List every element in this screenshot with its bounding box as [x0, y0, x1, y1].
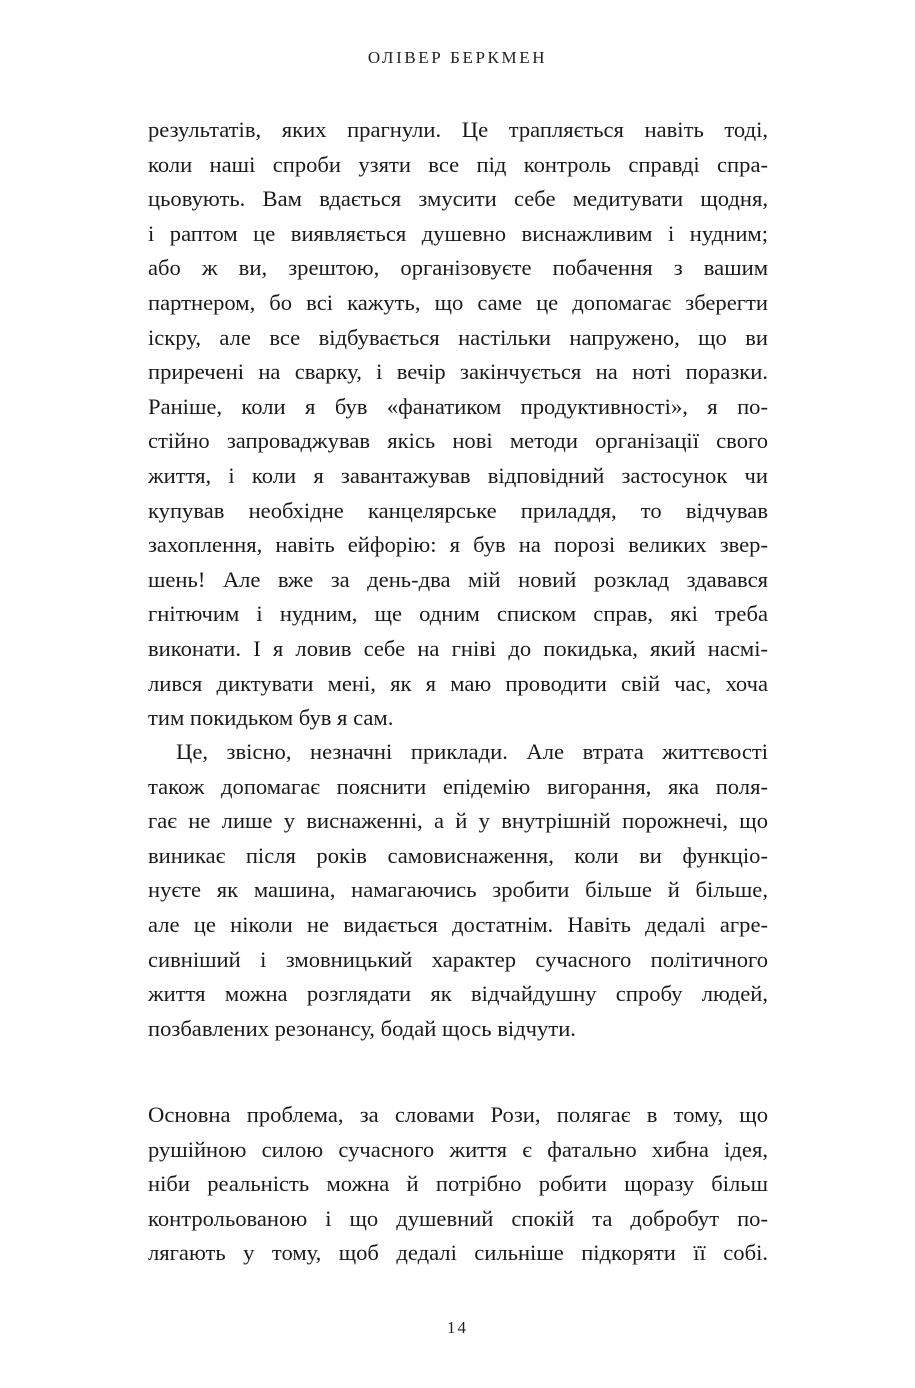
text-line: Основна проблема, за словами Рози, полягає в тому, що — [148, 1102, 768, 1127]
text-line: ніби реальність можна й потрібно робити щоразу більш — [148, 1171, 768, 1197]
text-line: сивніший і змовницький характер сучасного політичного — [148, 946, 768, 972]
text-line: виникає після років самовиснаження, коли ви функціо- — [148, 842, 768, 868]
page-number: 14 — [447, 1318, 468, 1337]
text-line: але це ніколи не видається достатнім. Навіть дедалі агре- — [148, 911, 768, 937]
running-head: ОЛІВЕР БЕРКМЕН — [367, 48, 548, 67]
text-line: результатів, яких прагнули. Це трапляється навіть тоді, — [148, 117, 768, 142]
paragraph-3 — [148, 1098, 768, 1271]
text-line: або ж ви, зрештою, організовуєте побачення з вашим — [148, 255, 768, 281]
text-line: життя можна розглядати як відчайдушну спробу людей, — [148, 981, 768, 1007]
text-line: виконати. І я ловив себе на гніві до покидька, який насмі- — [148, 635, 768, 661]
text-line: коли наші спроби узяти все під контроль справді спра- — [148, 151, 768, 177]
text-line: життя, і коли я завантажував відповідний застосунок чи — [148, 462, 768, 488]
text-line: іскру, але все відбувається настільки напружено, що ви — [148, 324, 768, 350]
text-line: тим покидьком був я сам. — [148, 705, 394, 731]
paragraph-2 — [148, 735, 768, 1046]
text-line: цьовують. Вам вдається змусити себе медитувати щодня, — [148, 186, 768, 212]
text-line: лився диктувати мені, як я маю проводити свій час, хоча — [148, 670, 768, 696]
paragraph-1 — [148, 113, 768, 736]
text-line: контрольованою і що душевний спокій та добробут по- — [148, 1205, 768, 1231]
text-line: захоплення, навіть ейфорію: я був на порозі великих звер- — [148, 532, 768, 558]
text-line: купував необхідне канцелярське приладдя, то відчував — [148, 497, 768, 523]
text-line: також допомагає пояснити епідемію вигорання, яка поля- — [148, 773, 768, 799]
text-line: рушійною силою сучасного життя є фатально хибна ідея, — [148, 1136, 768, 1162]
text-line: позбавлених резонансу, бодай щось відчути. — [148, 1015, 576, 1041]
text-line: партнером, бо всі кажуть, що саме це допомагає зберегти — [148, 289, 768, 315]
text-line: приречені на сварку, і вечір закінчується на ноті поразки. — [148, 359, 768, 385]
text-line: Це, звісно, незначні приклади. Але втрата життєвості — [176, 739, 768, 764]
text-line: стійно запроваджував якісь нові методи організації свого — [148, 428, 768, 454]
text-line: гає не лише у виснаженні, а й у внутрішній порожнечі, що — [148, 808, 768, 834]
text-line: нуєте як машина, намагаючись зробити більше й більше, — [148, 877, 768, 903]
text-line: гнітючим і нудним, ще одним списком справ, які треба — [148, 601, 768, 627]
text-line: лягають у тому, щоб дедалі сильніше підкоряти її собі. — [148, 1240, 768, 1266]
text-line: Раніше, коли я був «фанатиком продуктивності», я по- — [148, 393, 768, 419]
text-line: і раптом це виявляється душевно виснажливим і нудним; — [148, 220, 768, 246]
text-line: шень! Але вже за день-два мій новий розклад здавався — [148, 566, 768, 592]
